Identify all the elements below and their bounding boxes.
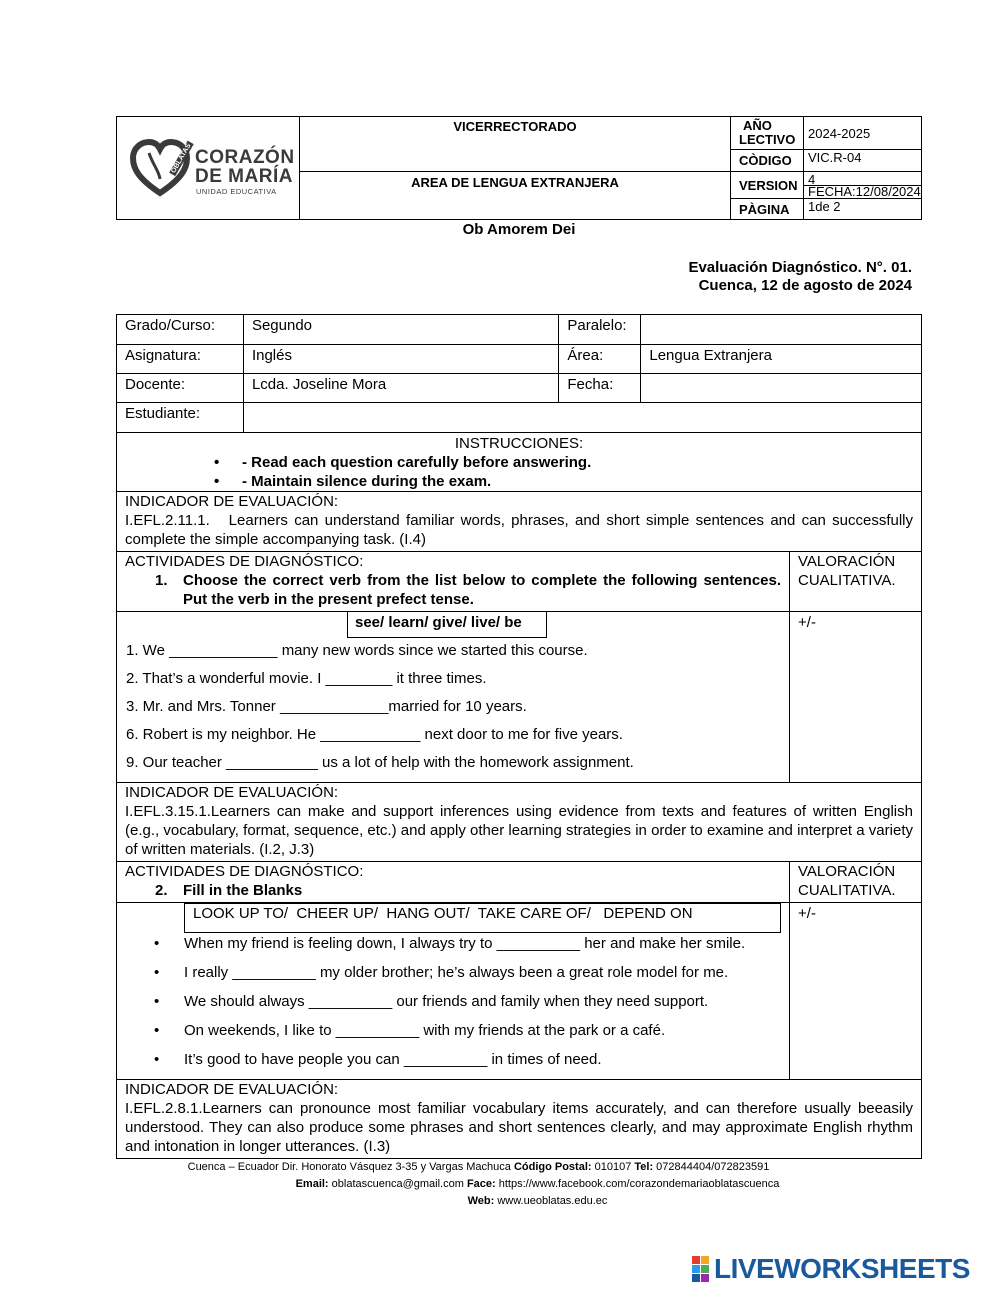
logo-subtitle: UNIDAD EDUCATIVA — [196, 187, 277, 196]
instructions-title: INSTRUCCIONES: — [454, 435, 584, 452]
activity-2-body — [117, 903, 790, 1080]
document-header — [116, 116, 922, 220]
footer-face-link[interactable]: https://www.facebook.com/corazondemariaoblatascuenca — [495, 1178, 780, 1190]
indicator-text: I.EFL.2.8.1.Learners can pronounce most familiar vocabulary items accurately, and can therefore usually beeasily understood. They can also produce some phrases and short sentences clearly, and may approximate English rhythm and intonation in longer utterances. (I.3) — [125, 1100, 913, 1155]
logo-name-line1: CORAZÓN — [195, 147, 295, 168]
paralelo-field[interactable] — [641, 315, 922, 345]
pagina-value: 1de 2 — [804, 199, 922, 220]
footer-postal-label: Código Postal: — [513, 1161, 592, 1173]
fecha-label: Fecha: — [559, 374, 641, 403]
fill-item-3[interactable] — [154, 993, 709, 1010]
paralelo-label: Paralelo: — [559, 315, 641, 345]
activity-title: ACTIVIDADES DE DIAGNÓSTICO: — [125, 553, 364, 570]
footer-line-2 — [0, 1176, 1000, 1193]
indicator-1 — [117, 492, 922, 552]
fecha-field[interactable] — [641, 374, 922, 403]
bullet-icon: • — [214, 473, 220, 490]
activity-1-header — [117, 552, 790, 612]
footer-email-value[interactable]: oblatascuenca@gmail.com — [328, 1178, 467, 1190]
anio-value: 2024-2025 — [804, 117, 922, 150]
valoracion-1: VALORACIÓN CUALITATIVA. — [790, 552, 922, 612]
evaluation-title: Evaluación Diagnóstico. N°. 01. — [688, 259, 912, 276]
codigo-label: CÒDIGO — [731, 150, 804, 172]
vicerrectorado-cell: VICERRECTORADO — [300, 117, 731, 172]
instructions-cell — [117, 433, 922, 492]
verb-list-box: see/ learn/ give/ live/ be — [347, 611, 547, 638]
codigo-value: VIC.R-04 — [804, 150, 922, 172]
footer-web-link[interactable]: www.ueoblatas.edu.ec — [494, 1195, 608, 1207]
area-value: Lengua Extranjera — [641, 345, 922, 374]
activity-instruction — [125, 881, 781, 900]
indicator-title: INDICADOR DE EVALUACIÓN: — [125, 1081, 339, 1098]
logo-cell — [117, 117, 300, 220]
footer-email-label: Email: — [295, 1178, 329, 1190]
sentence-4[interactable]: 6. Robert is my neighbor. He ____________ next door to me for five years. — [126, 726, 623, 743]
footer-postal-value: 010107 — [591, 1161, 635, 1173]
footer-tel-label: Tel: — [634, 1161, 654, 1173]
indicator-text: I.EFL.2.11.1. Learners can understand familiar words, phrases, and short simple sentences and can successfully complete the simple accompanying task. (I.4) — [125, 512, 918, 548]
fill-item-5[interactable] — [154, 1051, 602, 1068]
evaluation-table — [116, 314, 922, 1159]
sentence-2[interactable]: 2. That’s a wonderful movie. I ________ it three times. — [126, 670, 487, 687]
fill-text: It’s good to have people you can __________ in times of need. — [184, 1051, 602, 1068]
area-label: Área: — [559, 345, 641, 374]
sentence-5[interactable]: 9. Our teacher ___________ us a lot of help with the homework assignment. — [126, 754, 634, 771]
anio-label — [731, 117, 804, 150]
bullet-icon: • — [154, 993, 160, 1010]
area-cell: AREA DE LENGUA EXTRANJERA — [300, 172, 731, 220]
fill-text: On weekends, I like to __________ with my friends at the park or a café. — [184, 1022, 666, 1039]
version-label: VERSION — [731, 172, 804, 199]
indicator-text: I.EFL.3.15.1.Learners can make and support inferences using evidence from texts and features of written English (e.g., vocabulary, format, sequence, etc.) and apply other learning strategies in order to examine and interpret a variety of written materials. (I.2, J.3) — [125, 803, 913, 858]
score-1: +/- — [790, 612, 922, 783]
logo-ribbon-text: OBLATAS — [170, 142, 193, 175]
docente-value: Lcda. Joseline Mora — [243, 374, 558, 403]
activity-instruction-text: Choose the correct verb from the list below to complete the following sentences. Put the verb in the present prefect tense. — [183, 572, 782, 608]
footer-web-label: Web: — [467, 1195, 495, 1207]
activity-2-header — [117, 862, 790, 903]
estudiante-field[interactable] — [243, 403, 921, 433]
indicator-title: INDICADOR DE EVALUACIÓN: — [125, 493, 339, 510]
sentence-1[interactable]: 1. We _____________ many new words since we started this course. — [126, 642, 588, 659]
anio-label-line1: AÑO — [743, 118, 772, 133]
docente-label: Docente: — [117, 374, 244, 403]
score-2: +/- — [790, 903, 922, 1080]
version-number: 4 — [808, 172, 816, 187]
version-value — [804, 172, 922, 199]
fill-text: We should always __________ our friends and family when they need support. — [184, 993, 709, 1010]
footer-line-3 — [0, 1193, 1000, 1210]
bullet-icon: • — [154, 964, 160, 981]
activity-title: ACTIVIDADES DE DIAGNÓSTICO: — [125, 863, 364, 880]
fill-item-2[interactable] — [154, 964, 729, 981]
pagina-label: PÀGINA — [731, 199, 804, 220]
fill-text: When my friend is feeling down, I always try to __________ her and make her smile. — [184, 935, 746, 952]
footer-line-1 — [0, 1159, 1000, 1176]
instruction-text: - Maintain silence during the exam. — [242, 473, 492, 490]
valoracion-2: VALORACIÓN CUALITATIVA. — [790, 862, 922, 903]
asignatura-value: Inglés — [243, 345, 558, 374]
estudiante-label: Estudiante: — [117, 403, 244, 433]
fill-text: I really __________ my older brother; he’s always been a great role model for me. — [184, 964, 729, 981]
fill-item-4[interactable] — [154, 1022, 666, 1039]
instruction-item — [117, 453, 921, 472]
indicator-title: INDICADOR DE EVALUACIÓN: — [125, 784, 339, 801]
instruction-text: - Read each question carefully before answering. — [242, 454, 592, 471]
footer — [0, 1159, 1000, 1210]
version-date: FECHA:12/08/2024 — [804, 185, 921, 197]
footer-tel-value: 072844404/072823591 — [653, 1161, 770, 1173]
grado-value: Segundo — [243, 315, 558, 345]
instruction-item — [117, 472, 921, 491]
phrasal-verbs-box: LOOK UP TO/ CHEER UP/ HANG OUT/ TAKE CARE OF/ DEPEND ON — [184, 903, 781, 933]
footer-face-label: Face: — [466, 1178, 496, 1190]
bullet-icon: • — [154, 935, 160, 952]
fill-item-1[interactable] — [154, 935, 746, 952]
activity-1-body — [117, 612, 790, 783]
footer-address: Cuenca – Ecuador Dir. Honorato Vásquez 3-35 y Vargas Machuca — [187, 1161, 514, 1173]
indicator-2 — [117, 783, 922, 862]
activity-instruction — [125, 571, 781, 609]
heart-logo-icon — [129, 139, 191, 197]
activity-number: 1. — [155, 572, 168, 589]
asignatura-label: Asignatura: — [117, 345, 244, 374]
liveworksheets-wordmark: LIVEWORKSHEETS — [714, 1253, 970, 1284]
bullet-icon: • — [214, 454, 220, 471]
bullet-icon: • — [154, 1022, 160, 1039]
grado-label: Grado/Curso: — [117, 315, 244, 345]
motto: Ob Amorem Dei — [462, 221, 576, 238]
evaluation-date: Cuenca, 12 de agosto de 2024 — [698, 277, 912, 294]
activity-number: 2. — [155, 882, 168, 899]
sentence-3[interactable]: 3. Mr. and Mrs. Tonner _____________married for 10 years. — [126, 698, 527, 715]
anio-label-line2: LECTIVO — [739, 132, 796, 147]
activity-instruction-text: Fill in the Blanks — [183, 882, 303, 899]
indicator-3 — [117, 1080, 922, 1159]
logo-name-line2: DE MARÍA — [195, 166, 293, 187]
bullet-icon: • — [154, 1051, 160, 1068]
